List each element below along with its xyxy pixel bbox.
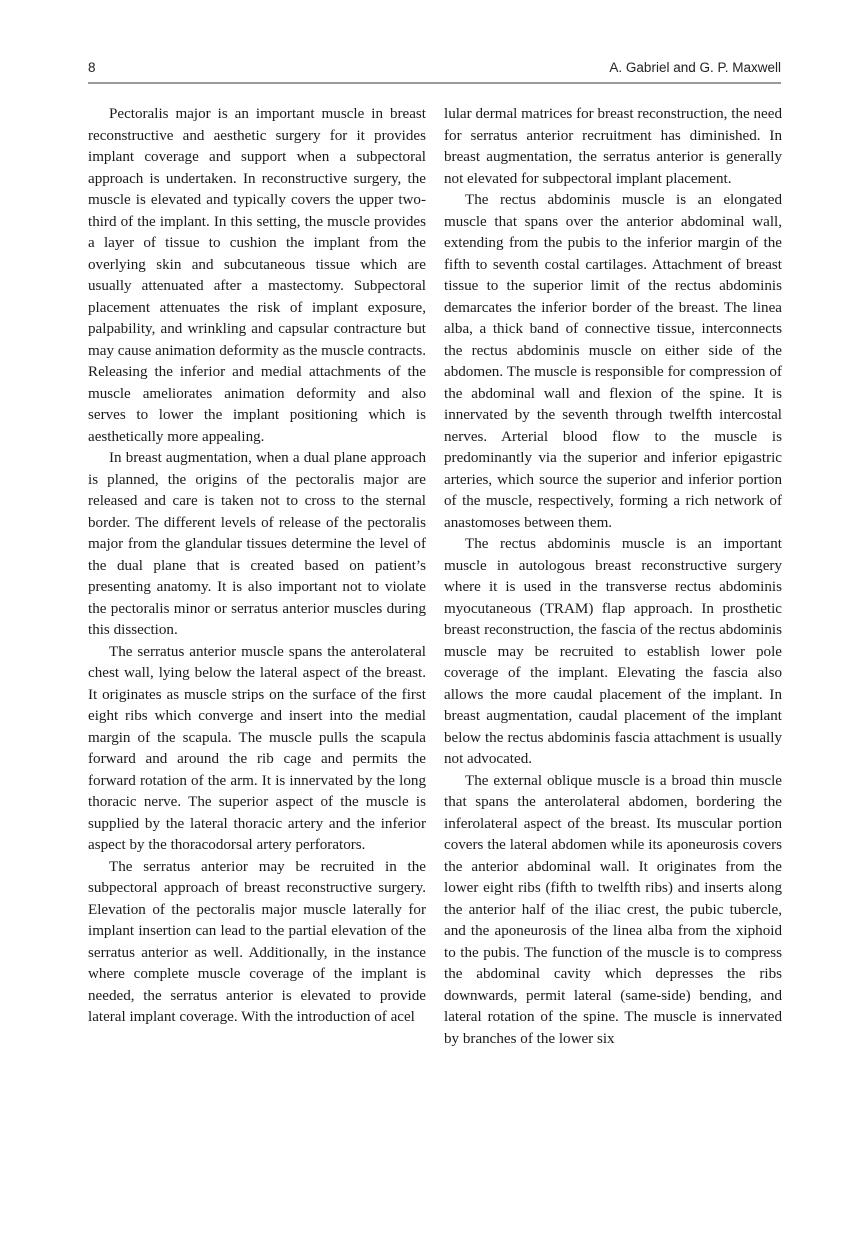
paragraph-pectoralis-major: Pectoralis major is an important muscle in breast reconstructive and aesthetic surgery for it provides implant coverage and support when a subpectoral approach is undertaken. In reconstructive surgery, the muscle is elevated and typically covers the upper two-third of the implant. In this setting, the muscle provides a layer of tissue to cushion the implant from the overlying skin and subcutaneous tissue which are usually attenuated after a mastectomy. Subpectoral placement attenuates the risk of implant exposure, palpability, and wrinkling and capsular contracture but may cause animation deformity as the muscle contracts. Releasing the inferior and medial attachments of the muscle ameliorates animation deformity and also serves to lower the implant positioning which is aesthetically more appealing. [88, 106, 426, 445]
paragraph-rectus-abdominis-anatomy: The rectus abdominis muscle is an elongated muscle that spans over the anterior abdominal wall, extending from the pubis to the inferior margin of the fifth to seventh costal cartilages. Attachment of breast tissue to the superior limit of the rectus abdominis demarcates the inferior border of the breast. The linea alba, a thick band of connective tissue, interconnects the rectus abdominis muscle on either side of the abdomen. The muscle is responsible for compression of the abdominal wall and flexion of the spine. It is innervated by the seventh through twelfth intercostal nerves. Arterial blood flow to the muscle is predominantly via the superior and inferior epigastric arteries, which source the superior and inferior portion of the muscle, respectively, forming a rich network of anastomoses between them. [444, 192, 782, 531]
right-column [444, 104, 782, 1050]
paragraph-breast-augmentation-dual-plane: In breast augmentation, when a dual plane approach is planned, the origins of the pectoralis major are released and care is taken not to cross to the sternal border. The different levels of release of the pectoralis major from the glandular tissues determine the level of the dual plane that is created based on patient’s presenting anatomy. It is also important not to violate the pectoralis minor or serratus anterior muscles during this dissection. [88, 450, 426, 638]
page-header [88, 60, 781, 82]
running-head-authors: A. Gabriel and G. P. Maxwell [609, 60, 781, 75]
paragraph-external-oblique: The external oblique muscle is a broad thin muscle that spans the anterolateral abdomen, bordering the inferolateral aspect of the breast. Its muscular portion covers the lateral abdomen while its aponeurosis covers the anterior abdominal wall. It originates from the lower eight ribs (fifth to twelfth ribs) and inserts along the anterior half of the iliac crest, the pubic tubercle, and the aponeurosis of the linea alba from the xiphoid to the pubis. The function of the muscle is to compress the abdominal cavity which depresses the ribs downwards, permit lateral (same-side) bending, and lateral rotation of the spine. The muscle is innervated by branches of the lower six [444, 772, 782, 1047]
paragraph-continuation: lular dermal matrices for breast reconstruction, the need for serratus anterior recruitment has diminished. In breast augmentation, the serratus anterior is generally not elevated for subpectoral implant placement. [444, 106, 782, 187]
paragraph-serratus-anterior-recruitment: The serratus anterior may be recruited in the subpectoral approach of breast reconstructive surgery. Elevation of the pectoralis major muscle laterally for implant insertion can lead to the partial elevation of the serratus anterior as well. Additionally, in the instance where complete muscle coverage of the implant is needed, the serratus anterior is elevated to provide lateral implant coverage. With the introduction of acel [88, 858, 426, 1025]
paragraph-rectus-abdominis-reconstruction: The rectus abdominis muscle is an important muscle in autologous breast reconstructive surgery where it is used in the transverse rectus abdominis myocutaneous (TRAM) flap approach. In prosthetic breast reconstruction, the fascia of the rectus abdominis muscle may be recruited to establish lower pole coverage of the implant. Elevating the fascia also allows the more caudal placement of the implant. In breast augmentation, caudal placement of the implant below the rectus abdominis fascia attachment is usually not advocated. [444, 536, 782, 767]
left-column [88, 104, 426, 1029]
page-number: 8 [88, 60, 96, 75]
paragraph-serratus-anterior-anatomy: The serratus anterior muscle spans the anterolateral chest wall, lying below the lateral aspect of the breast. It originates as muscle strips on the surface of the first eight ribs which converge and insert into the medial margin of the scapula. The muscle pulls the scapula forward and around the rib cage and permits the forward rotation of the arm. It is innervated by the long thoracic nerve. The superior aspect of the muscle is supplied by the lateral thoracic artery and the inferior aspect by the thoracodorsal artery perforators. [88, 643, 426, 853]
header-rule [88, 82, 781, 84]
